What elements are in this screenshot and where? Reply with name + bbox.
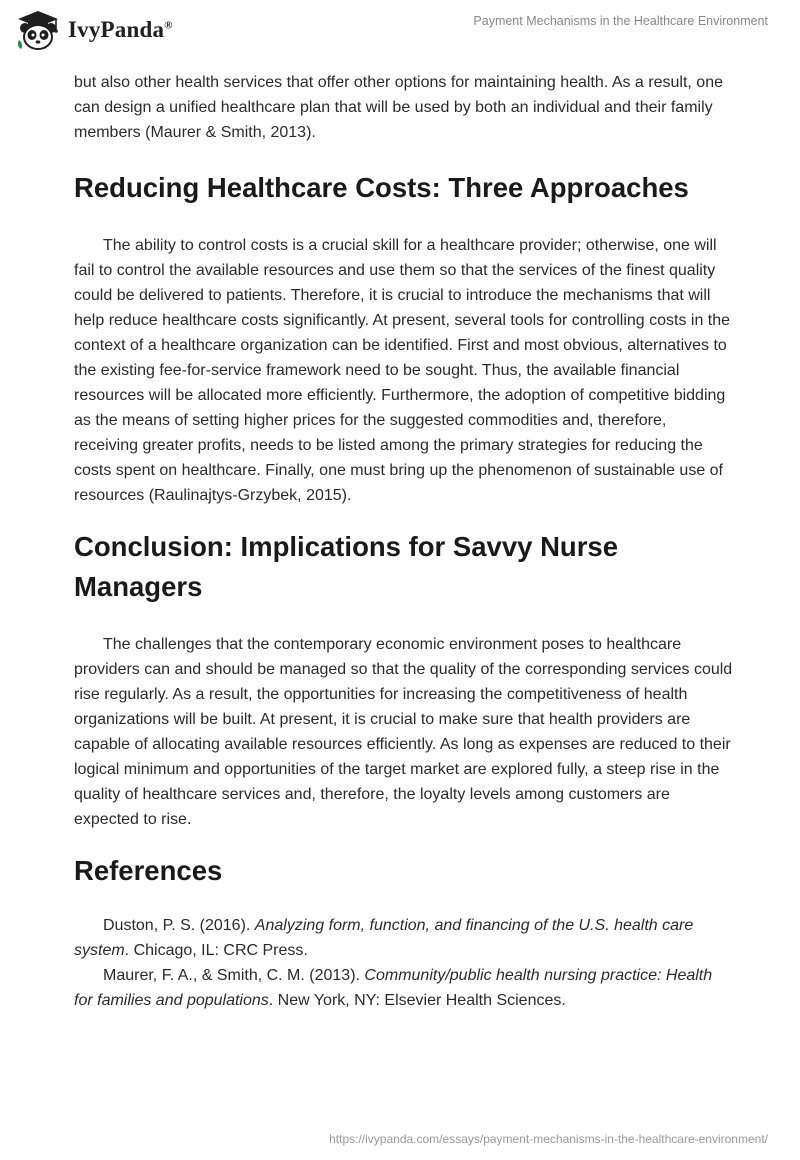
brand-name: IvyPanda®: [68, 17, 173, 42]
footer-source-url[interactable]: https://ivypanda.com/essays/payment-mechanisms-in-the-healthcare-environment/: [329, 1132, 768, 1146]
reference-title: Community/public health nursing practice: Health for families and populations: [74, 967, 713, 1009]
references-heading: References: [74, 855, 223, 886]
reference-authors: Maurer, F. A., & Smith, C. M. (2013).: [103, 967, 365, 984]
reference-item: [74, 913, 734, 963]
page-header: [0, 0, 800, 60]
section-heading-reducing-costs: Reducing Healthcare Costs: Three Approaches: [74, 172, 689, 203]
section-paragraph-conclusion: The challenges that the contemporary economic environment poses to healthcare providers can and should be managed so that the quality of the corresponding services could rise regularly. As a result, the opportunities for increasing the competitiveness of health organizations will be built. At present, it is crucial to make sure that health providers are capable of allocating available resources efficiently. As long as expenses are reduced to their logical minimum and opportunities of the target market are explored fully, a steep rise in the quality of healthcare services and, therefore, the loyalty levels among customers are expected to rise.: [74, 636, 733, 828]
document-title: Payment Mechanisms in the Healthcare Environment: [473, 14, 768, 28]
section-paragraph-reducing-costs: The ability to control costs is a crucial skill for a healthcare provider; otherwise, one will fail to control the available resources and use them so that the services of the finest quality could be delivered to patients. Therefore, it is crucial to introduce the mechanisms that will help reduce healthcare costs significantly. At present, several tools for controlling costs in the context of a healthcare organization can be identified. First and most obvious, alternatives to the existing fee-for-service framework need to be sought. Thus, the available financial resources will be allocated more efficiently. Furthermore, the adoption of competitive bidding as the means of setting higher prices for the suggested commodities and, therefore, receiving greater profits, needs to be listed among the primary strategies for reducing the costs spent on healthcare. Finally, one must bring up the phenomenon of sustainable use of resources (Raulinajtys-Grzybek, 2015).: [74, 237, 731, 504]
reference-publisher: . Chicago, IL: CRC Press.: [124, 942, 308, 959]
reference-title: Analyzing form, function, and financing of the U.S. health care system: [74, 917, 694, 959]
registered-mark: ®: [164, 19, 173, 32]
panda-graduate-icon: [14, 8, 62, 52]
intro-paragraph: but also other health services that offer other options for maintaining health. As a result, one can design a unified healthcare plan that will be used by both an individual and their family members (Maurer & Smith, 2013).: [74, 74, 723, 141]
section-heading-conclusion: Conclusion: Implications for Savvy Nurse Managers: [74, 531, 619, 602]
article-body: [74, 70, 734, 1013]
reference-publisher: . New York, NY: Elsevier Health Sciences.: [268, 992, 566, 1009]
reference-item: [74, 963, 734, 1013]
reference-authors: Duston, P. S. (2016).: [103, 917, 255, 934]
brand-logo[interactable]: [14, 8, 173, 52]
